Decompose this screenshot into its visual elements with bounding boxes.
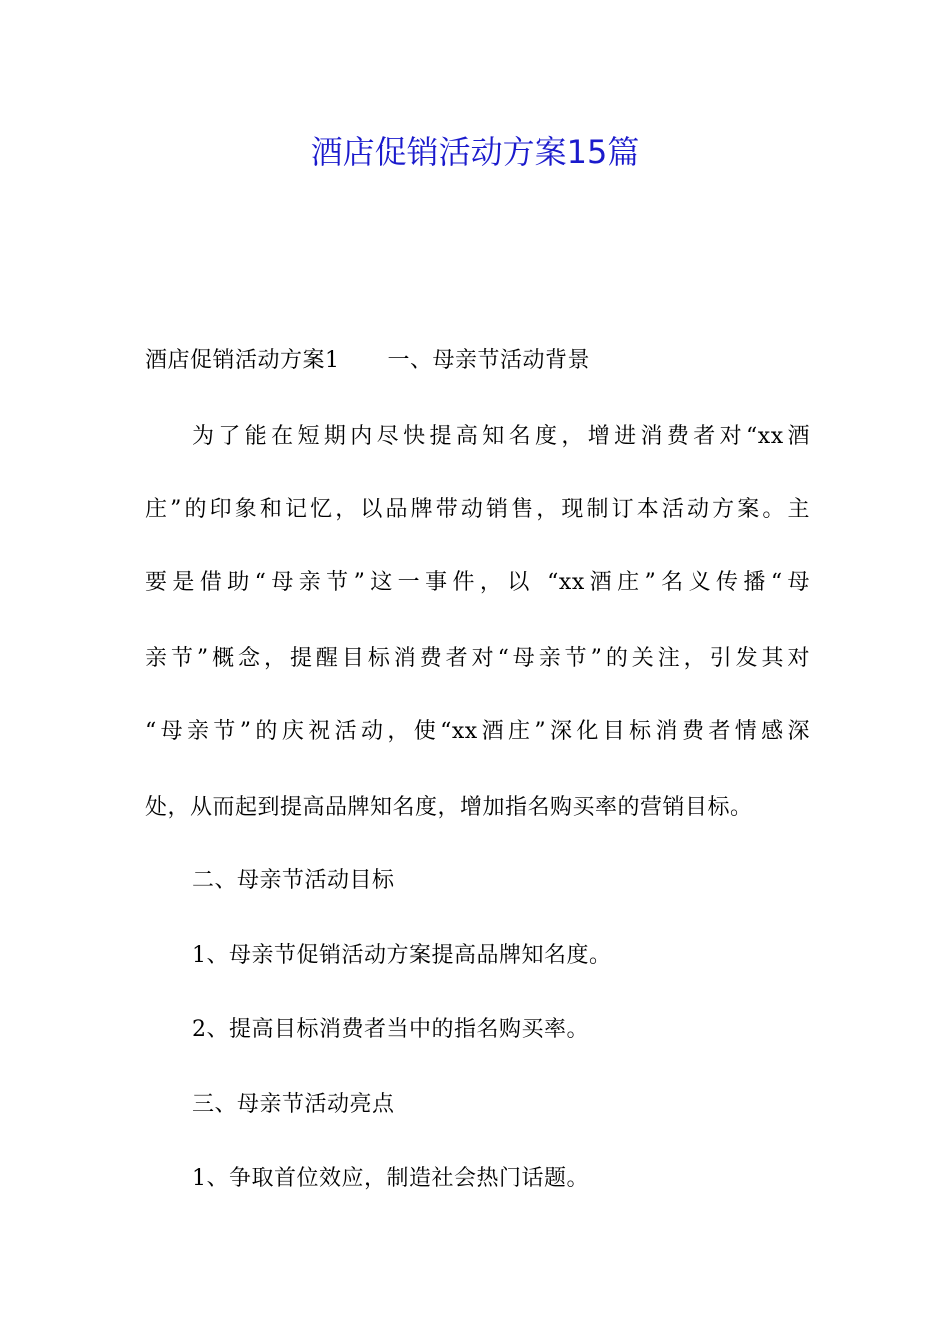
- subheading-goals: 二、母亲节活动目标: [192, 868, 395, 893]
- goal-item: 2、提高目标消费者当中的指名购买率。: [192, 1017, 589, 1042]
- highlight-item: 1、争取首位效应，制造社会热门话题。: [192, 1166, 589, 1191]
- paragraph-line: “母亲节”的庆祝活动，使“xx酒庄”深化目标消费者情感深: [145, 719, 810, 744]
- section-heading: 酒店促销活动方案1: [145, 348, 340, 373]
- goal-item: 1、母亲节促销活动方案提高品牌知名度。: [192, 943, 612, 968]
- paragraph-line: 亲节”概念，提醒目标消费者对“母亲节”的关注，引发其对: [145, 646, 810, 671]
- document-title: 酒店促销活动方案15篇: [310, 133, 640, 171]
- paragraph-line: 为了能在短期内尽快提高知名度，增进消费者对“xx酒: [192, 424, 810, 449]
- section-heading-line: [145, 345, 810, 377]
- paragraph-line: 庄”的印象和记忆，以品牌带动销售，现制订本活动方案。主: [145, 497, 810, 522]
- subheading-background: 一、母亲节活动背景: [387, 348, 591, 373]
- paragraph-line: 要是借助“母亲节”这一事件，以 “xx酒庄”名义传播“母: [145, 570, 810, 595]
- paragraph-line: 处，从而起到提高品牌知名度，增加指名购买率的营销目标。: [145, 795, 753, 820]
- subheading-highlights: 三、母亲节活动亮点: [192, 1092, 395, 1117]
